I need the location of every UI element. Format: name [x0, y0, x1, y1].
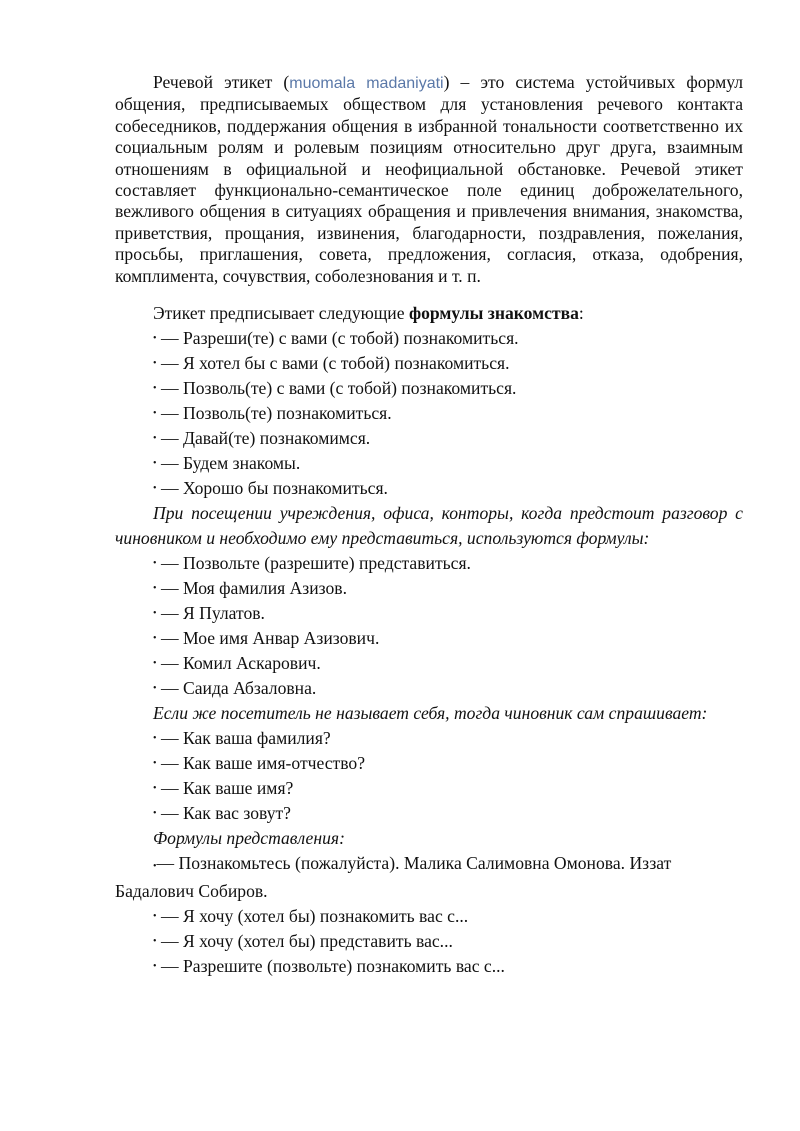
bullet: •: [153, 783, 157, 795]
bullet: •: [153, 483, 157, 495]
introduction-formula-item: [115, 601, 743, 626]
introduction-formula-item: [115, 576, 743, 601]
bullet: •: [153, 458, 157, 470]
acquaintance-formula-item: [115, 351, 743, 376]
introduction-formulas-list: [115, 551, 743, 701]
introduction-formula-item: [115, 626, 743, 651]
acquaintance-formula-item-text: — Давай(те) познакомимся.: [161, 428, 371, 449]
introduction-formula-item-text: — Мое имя Анвар Азизович.: [161, 628, 380, 649]
acquaintance-formula-item-text: — Будем знакомы.: [161, 453, 301, 474]
question-item: [115, 726, 743, 751]
section1-bold-term: формулы знакомства: [408, 303, 579, 324]
presentation-formula-item-text: — Я хочу (хотел бы) познакомить вас с...: [161, 906, 469, 927]
intro-paragraph: [115, 72, 743, 287]
section2-paragraph: При посещении учреждения, офиса, конторы, когда предстоит разговор с чиновником и необходимо ему представиться, используются формулы:: [115, 503, 743, 549]
acquaintance-formula-item-text: — Позволь(те) познакомиться.: [161, 403, 392, 424]
section4-first-item-line1: — Познакомьтесь (пожалуйста). Малика Салимовна Омонова. Иззат: [156, 853, 672, 874]
bullet: •: [153, 608, 157, 620]
bullet: •: [153, 808, 157, 820]
bullet: •: [153, 408, 157, 420]
acquaintance-formula-item: [115, 376, 743, 401]
bullet: •: [153, 558, 157, 570]
question-item-text: — Как ваше имя-отчество?: [161, 753, 366, 774]
bullet: •: [153, 683, 157, 695]
questions-list: [115, 726, 743, 826]
term-link[interactable]: muomala madaniyati: [289, 75, 444, 92]
introduction-formula-item: [115, 676, 743, 701]
question-item: [115, 751, 743, 776]
acquaintance-formula-item-text: — Позволь(те) с вами (с тобой) познакомиться.: [161, 378, 517, 399]
bullet: •: [153, 911, 157, 923]
presentation-formulas-list: [115, 904, 743, 979]
presentation-formula-item-text: — Я хочу (хотел бы) представить вас...: [161, 931, 453, 952]
bullet: •: [153, 583, 157, 595]
section3-paragraph: Если же посетитель не называет себя, тогда чиновник сам спрашивает:: [153, 703, 708, 724]
acquaintance-formula-item: [115, 326, 743, 351]
intro-text-before: Речевой этикет (: [153, 72, 290, 92]
bullet: •: [153, 733, 157, 745]
bullet: •: [153, 758, 157, 770]
bullet: •: [153, 333, 157, 345]
section1-lead: [115, 301, 743, 326]
section1-colon: :: [578, 303, 584, 324]
question-item-text: — Как ваше имя?: [161, 778, 294, 799]
acquaintance-formula-item-text: — Я хотел бы с вами (с тобой) познакомиться.: [161, 353, 510, 374]
bullet: •: [153, 961, 157, 973]
presentation-formula-item: [115, 904, 743, 929]
question-item: [115, 776, 743, 801]
acquaintance-formula-item-text: — Хорошо бы познакомиться.: [161, 478, 388, 499]
bullet: •: [153, 633, 157, 645]
acquaintance-formula-item-text: — Разреши(те) с вами (с тобой) познакомиться.: [161, 328, 519, 349]
bullet: •: [153, 358, 157, 370]
introduction-formula-item-text: — Моя фамилия Азизов.: [161, 578, 348, 599]
presentation-formula-item-text: — Разрешите (позвольте) познакомить вас с...: [161, 956, 505, 977]
question-item: [115, 801, 743, 826]
section4-heading: Формулы представления:: [153, 828, 345, 849]
introduction-formula-item-text: — Позвольте (разрешите) представиться.: [161, 553, 471, 574]
introduction-formula-item-text: — Саида Абзаловна.: [161, 678, 317, 699]
acquaintance-formula-item: [115, 426, 743, 451]
bullet: •: [153, 861, 157, 873]
acquaintance-formula-item: [115, 476, 743, 501]
presentation-formula-item: [115, 929, 743, 954]
section1-lead-text: Этикет предписывает следующие: [153, 303, 409, 324]
introduction-formula-item-text: — Комил Аскарович.: [161, 653, 321, 674]
question-item-text: — Как вас зовут?: [161, 803, 291, 824]
bullet: •: [153, 433, 157, 445]
intro-text-after: ) – это система устойчивых формул общения, предписываемых обществом для установления речевого контакта собеседников, поддержания общения в избранной тональности соответственно их социальным ролям и ролевым позициям относительно друг друга, взаимным отношениям в официальной и неофициальной обстановке. Речевой этикет составляет функционально-семантическое поле единиц доброжелательного, вежливого общения в ситуациях обращения и привлечения внимания, знакомства, приветствия, прощания, извинения, благодарности, поздравления, пожелания, просьбы, приглашения, совета, предложения, согласия, отказа, одобрения, комплимента, сочувствия, соболезнования и т. п.: [115, 72, 743, 286]
bullet: •: [153, 383, 157, 395]
section4-first-item-line2: Бадалович Собиров.: [115, 881, 268, 902]
presentation-formula-item: [115, 954, 743, 979]
document-page: [115, 72, 743, 979]
bullet: •: [153, 658, 157, 670]
section4-first-item: [115, 851, 743, 879]
introduction-formula-item: [115, 551, 743, 576]
acquaintance-formula-item: [115, 451, 743, 476]
acquaintance-formula-item: [115, 401, 743, 426]
bullet: •: [153, 936, 157, 948]
question-item-text: — Как ваша фамилия?: [161, 728, 331, 749]
introduction-formula-item: [115, 651, 743, 676]
acquaintance-formulas-list: [115, 326, 743, 501]
introduction-formula-item-text: — Я Пулатов.: [161, 603, 265, 624]
